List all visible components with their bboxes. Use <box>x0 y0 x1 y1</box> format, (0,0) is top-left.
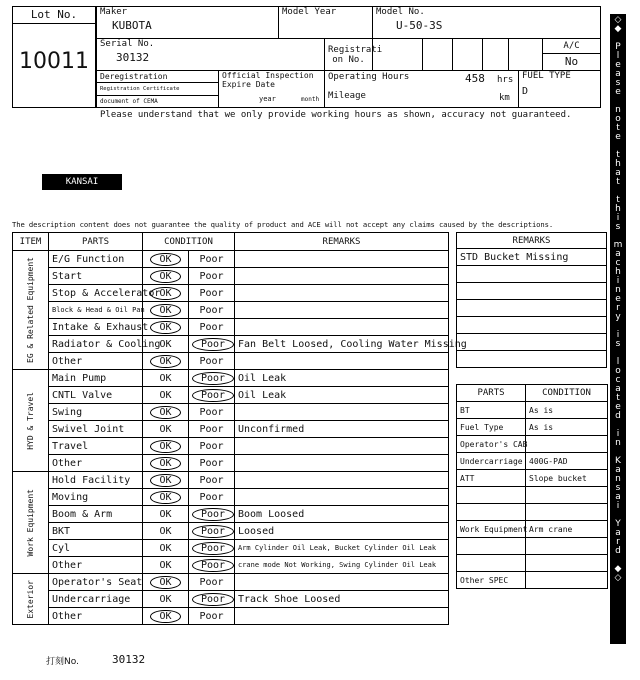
poor-mark: Poor <box>192 525 234 538</box>
part-name: Stop & Accelerator <box>49 285 143 302</box>
poor-mark: Poor <box>199 576 224 588</box>
sidebar-char: i <box>616 429 620 439</box>
spec-condition <box>526 555 608 572</box>
spec-condition <box>526 504 608 521</box>
sidebar-char: e <box>615 132 621 142</box>
part-name: Moving <box>49 489 143 506</box>
fuel-type-value: D <box>522 86 529 97</box>
operating-hours-value: 458 <box>465 72 485 85</box>
part-name: Cyl <box>49 540 143 557</box>
spec-row <box>457 402 608 419</box>
sidebar-char: ◆ <box>614 24 622 34</box>
poor-mark: Poor <box>199 457 224 469</box>
sidebar-char: o <box>615 366 621 376</box>
group-label: EG & Related Equipment <box>26 257 35 363</box>
inspection-year: year <box>259 95 276 103</box>
sidebar-char: y <box>615 312 621 322</box>
remark-line <box>457 300 607 317</box>
remark-line <box>457 266 607 283</box>
ok-mark: OK <box>159 593 172 605</box>
part-name: Swing <box>49 404 143 421</box>
remark: Loosed <box>235 523 449 540</box>
sidebar-char: n <box>615 438 621 448</box>
sidebar-char: c <box>615 375 621 385</box>
ok-mark: OK <box>150 491 180 504</box>
part-name: Other <box>49 557 143 574</box>
poor-mark: Poor <box>192 389 234 402</box>
poor-mark: Poor <box>192 338 234 351</box>
sidebar-char: a <box>615 528 621 538</box>
part-name: CNTL Valve <box>49 387 143 404</box>
part-name: BKT <box>49 523 143 540</box>
hours-unit: hrs <box>497 75 514 85</box>
item-header: ITEM <box>13 233 49 251</box>
sidebar-char: r <box>616 303 620 313</box>
lot-box <box>12 6 96 108</box>
location-badge: KANSAI <box>42 174 122 190</box>
poor-mark: Poor <box>199 253 224 265</box>
sidebar-char: s <box>615 339 621 349</box>
spec-row <box>457 504 608 521</box>
maker-value: KUBOTA <box>112 19 152 32</box>
part-name: Hold Facility <box>49 472 143 489</box>
sidebar-char: ◆ <box>614 564 622 574</box>
table-row <box>13 472 449 489</box>
remark <box>235 472 449 489</box>
sidebar-char: a <box>615 492 621 502</box>
spec-row <box>457 521 608 538</box>
table-row <box>13 506 449 523</box>
sidebar-char: t <box>616 150 620 160</box>
part-name: Boom & Arm <box>49 506 143 523</box>
sidebar-char: ◇ <box>614 573 622 583</box>
poor-mark: Poor <box>192 559 234 572</box>
part-name: Travel <box>49 438 143 455</box>
ok-mark: OK <box>159 423 172 435</box>
ok-mark: OK <box>150 287 180 300</box>
remark: Fan Belt Loosed, Cooling Water Missing <box>235 336 449 353</box>
table-row <box>13 370 449 387</box>
table-row <box>13 353 449 370</box>
spec-part <box>457 555 526 572</box>
part-name: Other <box>49 608 143 625</box>
sidebar-char: r <box>616 537 620 547</box>
poor-mark: Poor <box>199 474 224 486</box>
poor-mark: Poor <box>199 355 224 367</box>
ok-mark: OK <box>159 372 172 384</box>
ok-mark: OK <box>150 304 180 317</box>
spec-row <box>457 538 608 555</box>
remark <box>235 404 449 421</box>
spec-condition <box>526 487 608 504</box>
sidebar-char: n <box>615 474 621 484</box>
remark: Oil Leak <box>235 387 449 404</box>
sidebar-char: t <box>616 177 620 187</box>
header-lower <box>96 70 601 108</box>
mileage-unit: km <box>499 93 510 103</box>
poor-mark: Poor <box>192 542 234 555</box>
part-name: Main Pump <box>49 370 143 387</box>
sidebar-char: a <box>615 384 621 394</box>
sidebar-char: a <box>615 465 621 475</box>
lot-label: Lot No. <box>13 7 95 24</box>
registration-certificate: Registration Certificate <box>97 83 218 96</box>
table-row <box>13 336 449 353</box>
registration-label: Registrati on No. <box>325 39 373 71</box>
model-year-label: Model Year <box>279 7 373 39</box>
inspection-label: Official Inspection Expire Date <box>222 71 314 89</box>
ok-mark: OK <box>150 576 180 589</box>
deregistration-label: Deregistration <box>97 71 218 83</box>
ok-mark: OK <box>159 338 172 350</box>
table-row <box>13 421 449 438</box>
poor-mark: Poor <box>199 270 224 282</box>
sidebar-char: t <box>616 195 620 205</box>
right-remarks-header: REMARKS <box>457 233 607 249</box>
spec-row <box>457 453 608 470</box>
spec-condition: Slope bucket <box>526 470 608 487</box>
sidebar-char: K <box>615 456 621 466</box>
cema-document: document of CEMA <box>100 98 158 105</box>
remark <box>235 574 449 591</box>
remark <box>235 268 449 285</box>
remark <box>235 353 449 370</box>
spec-part: Operator's CAB <box>457 436 526 453</box>
table-row <box>13 591 449 608</box>
ok-mark: OK <box>159 559 172 571</box>
ok-mark: OK <box>150 321 180 334</box>
model-no-label: Model No. <box>376 7 425 17</box>
remark-line <box>457 334 607 351</box>
lot-number: 10011 <box>19 49 89 74</box>
sidebar-char: n <box>615 285 621 295</box>
part-name: Swivel Joint <box>49 421 143 438</box>
spec-part: Undercarriage <box>457 453 526 470</box>
sidebar-char: P <box>615 42 621 52</box>
spec-part: Work Equipment <box>457 521 526 538</box>
sidebar-char: i <box>616 501 620 511</box>
spec-part: ATT <box>457 470 526 487</box>
disclaimer: The description content does not guarantee the quality of product and ACE will not accept any claims caused by the descriptions. <box>12 220 554 229</box>
sidebar-char: c <box>615 258 621 268</box>
sidebar-char: e <box>615 402 621 412</box>
table-row <box>13 387 449 404</box>
table-row <box>13 557 449 574</box>
poor-mark: Poor <box>199 321 224 333</box>
remark-line: STD Bucket Missing <box>457 249 607 266</box>
poor-mark: Poor <box>199 423 224 435</box>
spec-row <box>457 419 608 436</box>
sidebar-char: i <box>616 276 620 286</box>
table-row <box>13 404 449 421</box>
table-row <box>13 438 449 455</box>
spec-row <box>457 572 608 589</box>
operating-hours-label: Operating Hours <box>328 72 410 82</box>
poor-mark: Poor <box>192 508 234 521</box>
sidebar-char: h <box>615 159 621 169</box>
spec-part: BT <box>457 402 526 419</box>
part-name: Intake & Exhaust <box>49 319 143 336</box>
location-sidebar <box>610 14 626 644</box>
spec-condition: 400G-PAD <box>526 453 608 470</box>
spec-condition: As is <box>526 419 608 436</box>
ac-label: A/C <box>543 39 600 54</box>
ok-mark: OK <box>150 440 180 453</box>
sidebar-char: i <box>616 330 620 340</box>
remark-line <box>457 283 607 300</box>
sidebar-char: o <box>615 114 621 124</box>
remark: crane mode Not Working, Swing Cylinder Oil Leak <box>235 557 449 574</box>
ac-value: No <box>564 55 579 68</box>
remark: Track Shoe Loosed <box>235 591 449 608</box>
group-label: Work Equipment <box>26 488 35 557</box>
spec-condition: As is <box>526 402 608 419</box>
remark <box>235 438 449 455</box>
poor-mark: Poor <box>199 287 224 299</box>
ok-mark: OK <box>150 457 180 470</box>
remark: Unconfirmed <box>235 421 449 438</box>
remark <box>235 489 449 506</box>
spec-part <box>457 538 526 555</box>
stamp-value: 30132 <box>112 653 146 666</box>
spec-condition <box>526 436 608 453</box>
table-row <box>13 302 449 319</box>
ok-mark: OK <box>150 355 180 368</box>
sidebar-char: d <box>615 546 621 556</box>
spec-parts-header: PARTS <box>457 385 526 402</box>
ok-mark: OK <box>159 525 172 537</box>
remark: Oil Leak <box>235 370 449 387</box>
spec-table <box>456 384 608 589</box>
table-row <box>13 455 449 472</box>
spec-condition: Arm crane <box>526 521 608 538</box>
spec-condition <box>526 538 608 555</box>
part-name: Other <box>49 455 143 472</box>
sidebar-char: Y <box>615 519 621 529</box>
sidebar-char: h <box>615 204 621 214</box>
poor-mark: Poor <box>199 491 224 503</box>
remark <box>235 455 449 472</box>
part-name: Block & Head & Oil Pan <box>49 302 143 319</box>
spec-part: Fuel Type <box>457 419 526 436</box>
ok-mark: OK <box>159 542 172 554</box>
poor-mark: Poor <box>199 440 224 452</box>
table-row <box>13 574 449 591</box>
remarks-header: REMARKS <box>235 233 449 251</box>
table-row <box>13 608 449 625</box>
maker-label: Maker <box>100 7 128 17</box>
spec-part <box>457 504 526 521</box>
fuel-type-label: FUEL TYPE <box>522 71 571 81</box>
sidebar-char: s <box>615 78 621 88</box>
sidebar-char: e <box>615 87 621 97</box>
ok-mark: OK <box>150 610 180 623</box>
sidebar-char: d <box>615 411 621 421</box>
remark-line <box>457 351 607 368</box>
spec-row <box>457 436 608 453</box>
poor-mark: Poor <box>199 610 224 622</box>
inspection-month: month <box>301 96 320 103</box>
table-row <box>13 268 449 285</box>
table-row <box>13 251 449 268</box>
remark <box>235 608 449 625</box>
remark: Arm Cylinder Oil Leak, Bucket Cylinder Oil Leak <box>235 540 449 557</box>
remark <box>235 251 449 268</box>
part-name: Radiator & Cooling <box>49 336 143 353</box>
sidebar-char: t <box>616 123 620 133</box>
ok-mark: OK <box>150 270 180 283</box>
sidebar-char: l <box>616 357 620 367</box>
sidebar-char: a <box>615 249 621 259</box>
group-label: HYD & Travel <box>26 391 35 450</box>
sidebar-char: i <box>616 213 620 223</box>
part-name: E/G Function <box>49 251 143 268</box>
sidebar-char: ◇ <box>614 15 622 25</box>
part-name: Other <box>49 353 143 370</box>
sidebar-char: t <box>616 393 620 403</box>
sidebar-char: e <box>615 60 621 70</box>
sidebar-char: s <box>615 483 621 493</box>
header-grid <box>96 6 601 71</box>
hours-notice: Please understand that we only provide working hours as shown, accuracy not guaranteed. <box>100 110 572 120</box>
right-remarks <box>456 232 607 368</box>
ok-mark: OK <box>159 508 172 520</box>
sidebar-char: m <box>613 240 623 250</box>
table-row <box>13 319 449 336</box>
poor-mark: Poor <box>199 406 224 418</box>
serial-value: 30132 <box>116 51 150 64</box>
spec-condition <box>526 572 608 589</box>
poor-mark: Poor <box>192 372 234 385</box>
spec-part <box>457 487 526 504</box>
ok-mark: OK <box>150 474 180 487</box>
condition-header: CONDITION <box>143 233 235 251</box>
spec-row <box>457 555 608 572</box>
part-name: Operator's Seat <box>49 574 143 591</box>
part-name: Start <box>49 268 143 285</box>
group-label: Exterior <box>26 579 35 619</box>
table-row <box>13 489 449 506</box>
poor-mark: Poor <box>192 593 234 606</box>
mileage-label: Mileage <box>328 91 366 101</box>
poor-mark: Poor <box>199 304 224 316</box>
spec-condition-header: CONDITION <box>526 385 608 402</box>
ok-mark: OK <box>150 406 180 419</box>
table-row <box>13 285 449 302</box>
remark <box>235 302 449 319</box>
remark <box>235 319 449 336</box>
remark <box>235 285 449 302</box>
sidebar-char: a <box>615 69 621 79</box>
spec-row <box>457 487 608 504</box>
spec-part: Other SPEC <box>457 572 526 589</box>
part-name: Undercarriage <box>49 591 143 608</box>
sidebar-char: h <box>615 267 621 277</box>
sidebar-char: n <box>615 105 621 115</box>
sidebar-char: l <box>616 51 620 61</box>
table-row <box>13 523 449 540</box>
remark: Boom Loosed <box>235 506 449 523</box>
ok-mark: OK <box>150 253 180 266</box>
table-row <box>13 540 449 557</box>
serial-label: Serial No. <box>100 39 155 49</box>
remark-line <box>457 317 607 334</box>
ok-mark: OK <box>159 389 172 401</box>
model-no-value: U-50-3S <box>396 19 443 32</box>
parts-header: PARTS <box>49 233 143 251</box>
sidebar-char: e <box>615 294 621 304</box>
sidebar-char: s <box>615 222 621 232</box>
sidebar-char: a <box>615 168 621 178</box>
spec-row <box>457 470 608 487</box>
stamp-label: 打刻No. <box>46 657 79 667</box>
